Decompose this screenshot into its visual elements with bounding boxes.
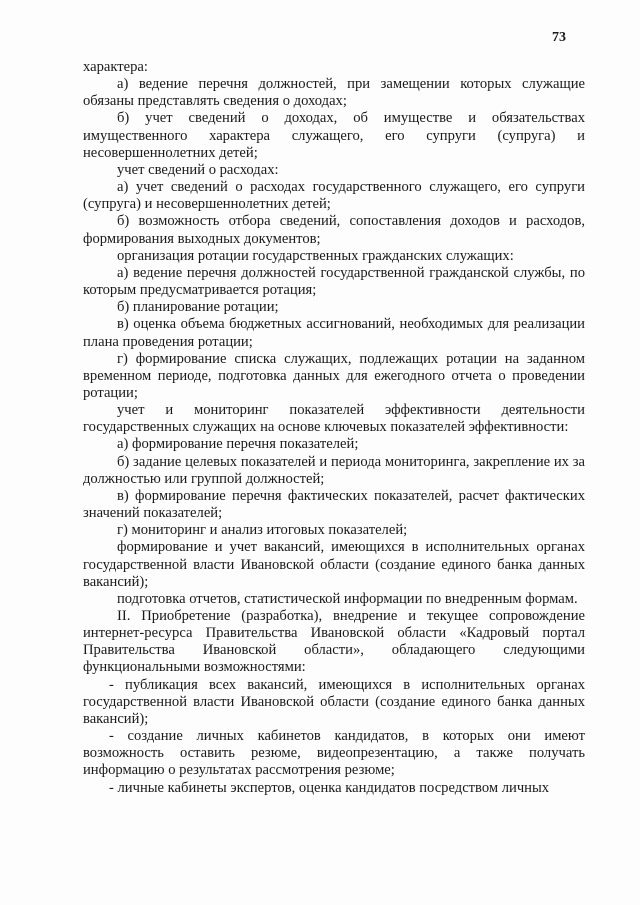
paragraph: в) оценка объема бюджетных ассигнований, необходимых для реализации плана проведения ротации; bbox=[83, 316, 585, 350]
paragraph: г) мониторинг и анализ итоговых показателей; bbox=[117, 522, 408, 539]
paragraph: учет сведений о расходах: bbox=[117, 161, 279, 178]
paragraph: б) учет сведений о доходах, об имуществе и обязательствах имущественного характера служащего, его супруги (супруга) и несовершеннолетних детей; bbox=[83, 110, 585, 161]
paragraph: организация ротации государственных гражданских служащих: bbox=[117, 247, 514, 264]
paragraph: характера: bbox=[83, 59, 148, 75]
paragraph: учет и мониторинг показателей эффективности деятельности государственных служащих на основе ключевых показателей эффективности: bbox=[83, 402, 585, 436]
paragraph: подготовка отчетов, статистической информации по внедренным формам. bbox=[117, 590, 578, 607]
paragraph: а) учет сведений о расходах государственного служащего, его супруги (супруга) и несовершеннолетних детей; bbox=[83, 179, 585, 213]
list-item: - создание личных кабинетов кандидатов, в которых они имеют возможность оставить резюме, видеопрезентацию, а также получать информацию о результатах рассмотрения резюме; bbox=[83, 728, 585, 779]
paragraph: г) формирование списка служащих, подлежащих ротации на заданном временном периоде, подготовка данных для ежегодного отчета о проведении ротации; bbox=[83, 350, 585, 401]
paragraph: а) формирование перечня показателей; bbox=[117, 436, 359, 453]
paragraph: формирование и учет вакансий, имеющихся в исполнительных органах государственной власти Ивановской области (создание единого банка данных вакансий); bbox=[83, 539, 585, 590]
paragraph: б) возможность отбора сведений, сопоставления доходов и расходов, формирования выходных документов; bbox=[83, 213, 585, 247]
paragraph: а) ведение перечня должностей, при замещении которых служащие обязаны представлять сведения о доходах; bbox=[83, 76, 585, 110]
paragraph: II. Приобретение (разработка), внедрение и текущее сопровождение интернет-ресурса Правительства Ивановской области «Кадровый портал Правительства Ивановской области», обладающего следующими функциональными возможностями: bbox=[83, 608, 585, 676]
page-number: 73 bbox=[552, 30, 566, 45]
paragraph: а) ведение перечня должностей государственной гражданской службы, по которым предусматривается ротация; bbox=[83, 264, 585, 299]
paragraph: в) формирование перечня фактических показателей, расчет фактических значений показателей; bbox=[83, 487, 585, 522]
paragraph: б) планирование ротации; bbox=[117, 299, 279, 316]
list-item: - личные кабинеты экспертов, оценка кандидатов посредством личных bbox=[109, 779, 550, 796]
list-item: - публикация всех вакансий, имеющихся в исполнительных органах государственной власти Ивановской области (создание единого банка данных вакансий); bbox=[83, 676, 585, 727]
paragraph: б) задание целевых показателей и периода мониторинга, закрепление их за должностью или группой должностей; bbox=[83, 453, 585, 487]
document-body bbox=[83, 59, 585, 797]
